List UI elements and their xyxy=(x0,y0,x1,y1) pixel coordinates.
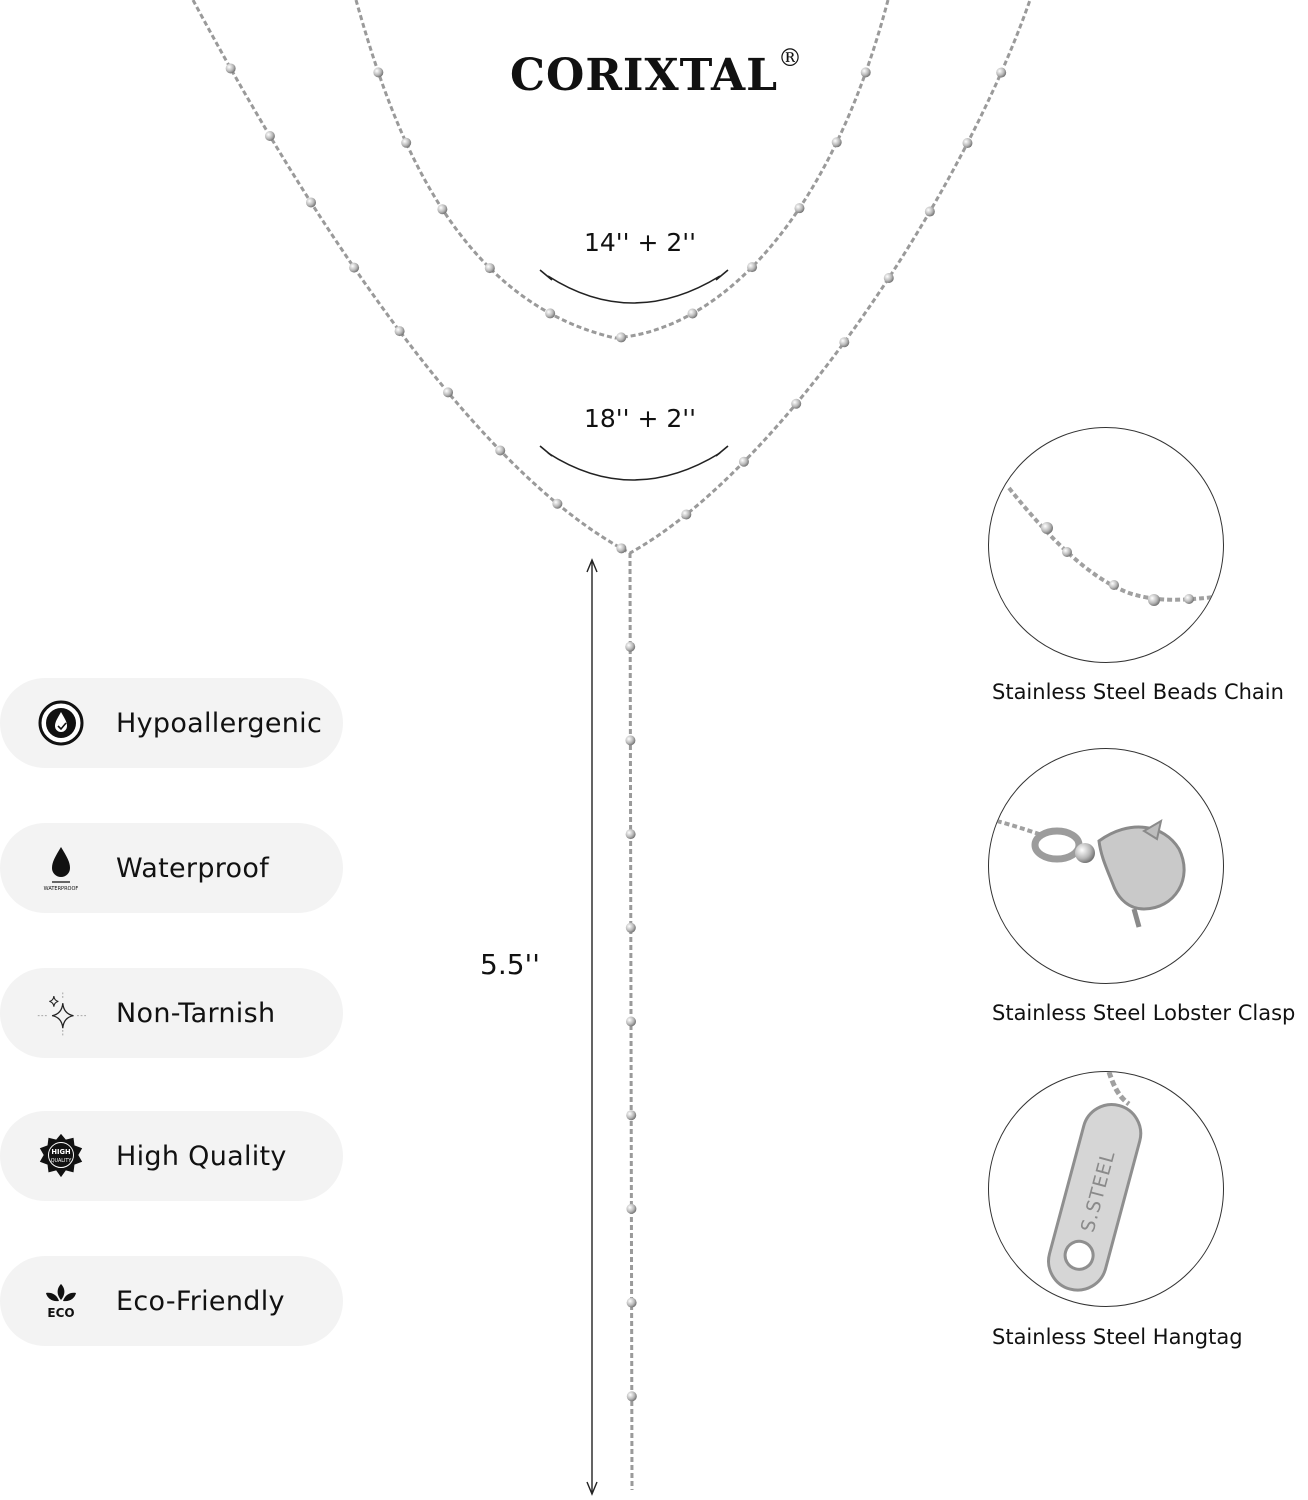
detail-lobster-clasp-image xyxy=(988,748,1224,984)
detail-caption: Stainless Steel Beads Chain xyxy=(992,680,1284,704)
chain-bead xyxy=(687,308,697,318)
chain-bead xyxy=(625,642,635,652)
feature-label: High Quality xyxy=(116,1140,287,1172)
sparkle-icon xyxy=(36,988,86,1038)
detail-hangtag-image xyxy=(988,1071,1224,1307)
chain-bead xyxy=(626,1204,636,1214)
chain-bead xyxy=(861,67,871,77)
feature-non-tarnish xyxy=(0,968,343,1058)
feature-label: Hypoallergenic xyxy=(116,707,323,739)
waterproof-icon xyxy=(36,843,86,893)
detail-beads-chain-image xyxy=(988,427,1224,663)
chain-bead xyxy=(545,308,555,318)
chain-bead xyxy=(443,387,453,397)
feature-high-quality xyxy=(0,1111,343,1201)
chain-bead xyxy=(739,457,749,467)
chain-bead xyxy=(349,263,359,273)
inner-length-arc xyxy=(548,276,720,303)
chain-bead xyxy=(626,829,636,839)
chain-bead xyxy=(395,326,405,336)
badge-text-quality: QUALITY xyxy=(50,1158,72,1164)
feature-eco-friendly xyxy=(0,1256,343,1346)
chain-beads xyxy=(226,63,1007,1401)
chain-bead xyxy=(495,446,505,456)
feature-label: Non-Tarnish xyxy=(116,997,276,1029)
chain-bead xyxy=(226,63,236,73)
chain-bead xyxy=(996,68,1006,78)
chain-bead xyxy=(794,203,804,213)
badge-text-high: HIGH xyxy=(51,1148,71,1157)
chain-bead xyxy=(552,499,562,509)
chain-bead xyxy=(626,1017,636,1027)
brand-logo: CORIXTAL® xyxy=(510,44,804,101)
chain-bead xyxy=(832,137,842,147)
chain-bead xyxy=(626,1110,636,1120)
feature-label: Waterproof xyxy=(116,852,270,884)
detail-caption: Stainless Steel Hangtag xyxy=(992,1325,1243,1349)
chain-bead xyxy=(925,207,935,217)
outer-length-arc xyxy=(548,453,720,480)
chain-bead xyxy=(747,262,757,272)
inner-length-arc-end-right xyxy=(716,270,728,280)
inner-length-arc-end-left xyxy=(540,270,552,280)
chain-bead xyxy=(485,263,495,273)
eco-icon-text: ECO xyxy=(47,1306,75,1320)
chain-bead xyxy=(962,138,972,148)
outer-length-arc-end-right xyxy=(716,446,728,456)
outer-length-arc-end-left xyxy=(540,446,552,456)
feature-waterproof xyxy=(0,823,343,913)
chain-bead xyxy=(625,735,635,745)
chain-bead xyxy=(437,204,447,214)
waterproof-icon-text: WATERPROOF xyxy=(43,886,79,892)
chain-bead xyxy=(306,197,316,207)
chain-bead xyxy=(401,138,411,148)
chain-bead xyxy=(373,67,383,77)
chain-bead xyxy=(681,509,691,519)
chain-bead xyxy=(884,273,894,283)
outer-length-label: 18'' + 2'' xyxy=(584,404,697,433)
chain-bead xyxy=(265,131,275,141)
hypoallergenic-icon xyxy=(36,698,86,748)
chain-bead xyxy=(839,337,849,347)
feature-label: Eco-Friendly xyxy=(116,1285,285,1317)
chain-bead xyxy=(627,1298,637,1308)
detail-caption: Stainless Steel Lobster Clasp xyxy=(992,1001,1296,1025)
chain-bead xyxy=(616,332,626,342)
chain-bead xyxy=(791,399,801,409)
feature-hypoallergenic xyxy=(0,678,343,768)
drop-length-label: 5.5'' xyxy=(480,948,540,981)
eco-leaf-icon xyxy=(36,1276,86,1326)
chain-bead xyxy=(627,1391,637,1401)
hangtag-text: S.STEEL xyxy=(1076,1148,1120,1235)
chain-bead xyxy=(626,923,636,933)
high-quality-badge-icon xyxy=(36,1131,86,1181)
inner-length-label: 14'' + 2'' xyxy=(584,228,697,257)
chain-bead xyxy=(616,543,626,553)
